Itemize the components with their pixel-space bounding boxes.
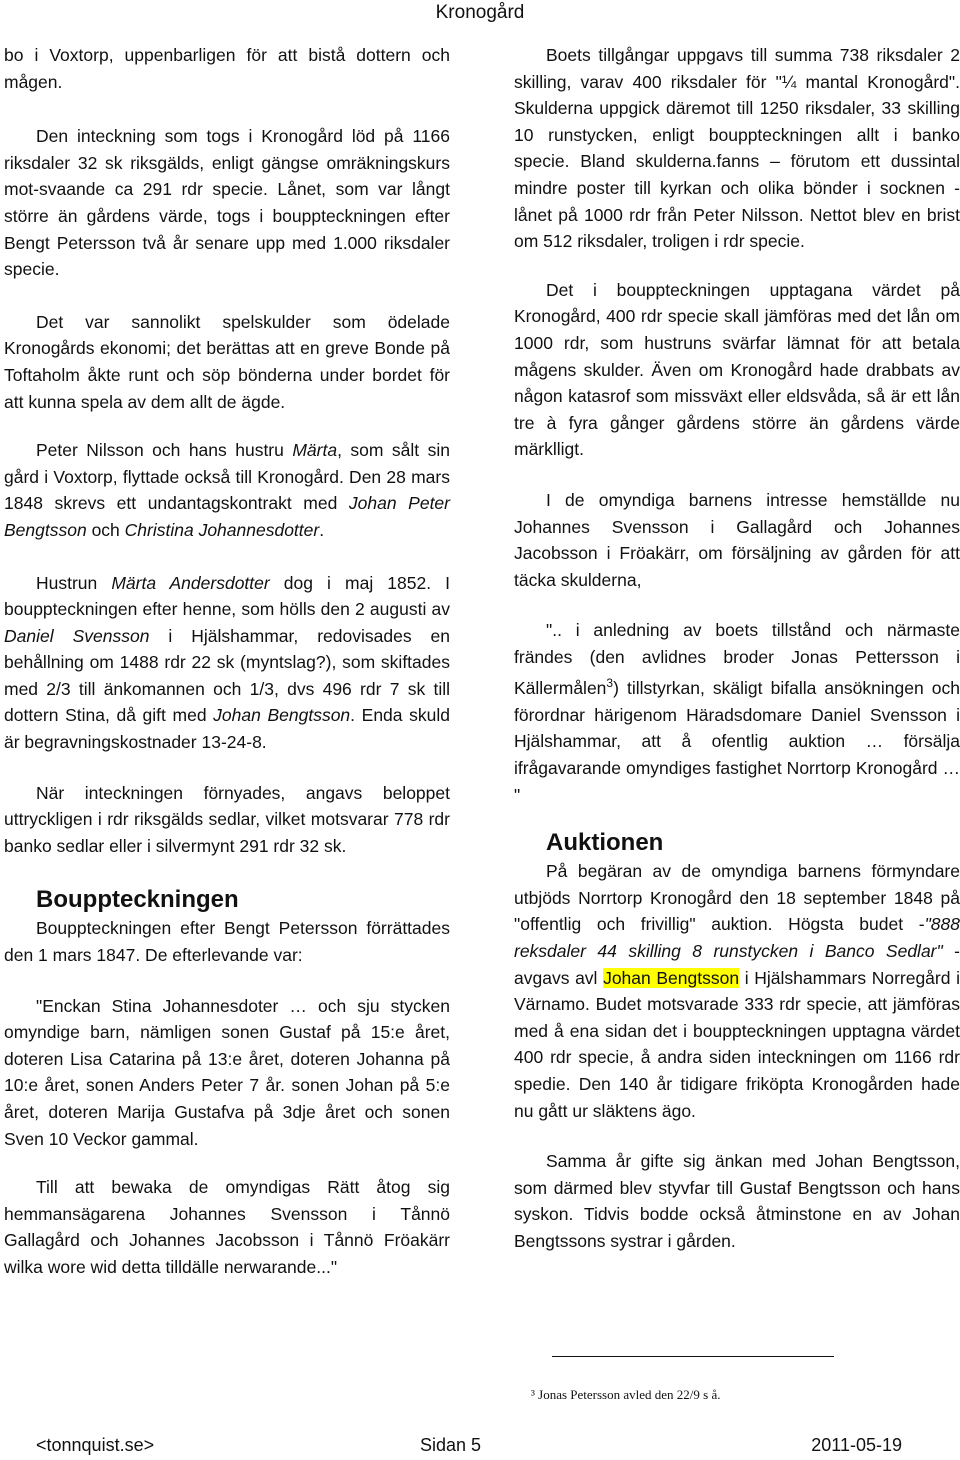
person-name: Daniel Svensson xyxy=(4,625,150,646)
footnote-marker: 3 xyxy=(606,676,614,691)
paragraph: Peter Nilsson och hans hustru Märta, som sålt sin gård i Voxtorp, flyttade också till Kronogård. Den 28 mars 1848 skrevs ett undantagskontrakt med Johan Peter Bengtsson och Christina Johannesdotter. xyxy=(4,440,450,540)
paragraph: ".. i anledning av boets tillstånd och närmaste frändes (den avlidnes broder Jonas Pettersson i Källermålen$^3$) tillstyrkan, skäligt bifalla ansökningen och förordnar härigenom Häradsdomare Daniel Svensson i Hjälshammar, att å ofentlig auktion … försälja ifrågavarande omyndiges fastighet Norrtorp Kronogård … " xyxy=(514,620,960,805)
paragraph: Hustrun Märta Andersdotter dog i maj 1852. I bouppteckningen efter henne, som hölls den 2 augusti av Daniel Svensson i Hjälshammar, redovisades en behållning om 1488 rdr 22 sk (myntslag?), som skiftades med 2/3 till änkomannen och 1/3, dvs 496 rdr 7 sk till dottern Stina, då gift med Johan Bengtsson. Enda skuld är begravningskostnader 13-24-8. xyxy=(4,572,451,753)
paragraph: Samma år gifte sig änkan med Johan Bengtsson, som därmed blev styvfar till Gustaf Bengtsson och hans syskon. Tidvis bodde också åtminstone en av Johan Bengtssons systrar i gården. xyxy=(514,1151,960,1251)
section-heading: Bouppteckningen xyxy=(36,886,239,914)
person-name: Johan Bengtsson xyxy=(213,705,351,726)
paragraph: Det i bouppteckningen upptagana värdet på Kronogård, 400 rdr specie skall jämföras med det lån om 1000 rdr, som hustruns svärfar lämnat för att betala mågens skulder. Även om Kronogård hade drabbats av någon katasrof som missväxt eller eldsvåda, så är ett lån tre à fyra gånger gårdens större än gårdens värde märklligt. xyxy=(514,279,960,460)
paragraph: På begäran av de omyndiga barnens förmyndare utbjöds Norrtorp Kronogård den 18 september 1848 på "offentlig och frivillig" auktion. Högsta budet -"888 reksdaler 44 skilling 8 runstycken i Banco Sedlar" - avgavs avl Johan Bengtsson i Hjälshammars Norregård i Värnamo. Budet motsvarade 333 rdr specie, att jämföras med å ena sidan det i bouppteckningen upptagna värdet 400 rdr specie, å andra siden inteckningen om 1166 rdr spedie. Den 140 år tidigare friköpta Kronogården hade nu gått ur släktens ägo. xyxy=(514,861,960,1121)
page-footer xyxy=(36,1432,902,1460)
page-header xyxy=(0,0,960,30)
person-name: Johan Peter Bengtsson xyxy=(4,493,450,540)
paragraph: Till att bewaka de omyndigas Rätt åtog sig hemmansägarena Johannes Svensson i Tånnö Gallagård och Johannes Jacobsson i Tånnö Fröakärr wilka wore wid detta tilldälle nerwarande..." xyxy=(4,1177,450,1277)
section-heading: Auktionen xyxy=(546,829,664,857)
highlighted-name: Johan Bengtsson xyxy=(603,967,740,988)
paragraph: Den inteckning som togs i Kronogård löd på 1166 riksdaler 32 sk riksgälds, enligt gängse omräkningskurs mot-svaande ca 291 rdr specie. Lånet, som var långt större än gårdens värde, togs i bouppteckningen efter Bengt Petersson två år senare upp med 1.000 riksdaler specie. xyxy=(4,126,450,280)
footnote: ³ Jonas Petersson avled den 22/9 s å. xyxy=(531,1387,721,1402)
footer-site-link[interactable]: <tonnquist.se> xyxy=(36,1435,155,1455)
paragraph: Boets tillgångar uppgavs till summa 738 riksdaler 2 skilling, varav 400 riksdaler för "¼ mantal Kronogård". Skulderna uppgick däremot till 1250 riksdaler, 33 skilling 10 runstycken, enligt bouppteckningen allt i banko specie. Bland skulderna.fanns – förutom ett dussintal mindre poster till kyrkan och olika bönder i socknen - lånet på 1000 rdr från Peter Nilsson. Nettot blev en brist om 512 riksdaler, troligen i rdr specie. xyxy=(514,45,960,252)
person-name: Märta Andersdotter xyxy=(111,572,270,593)
page-title: Kronogård xyxy=(435,2,525,23)
footer-date: 2011-05-19 xyxy=(811,1435,902,1455)
person-name: Christina Johannesdotter xyxy=(124,519,320,540)
paragraph: När inteckningen förnyades, angavs beloppet uttryckligen i rdr riksgälds sedlar, vilket motsvarar 778 rdr banko sedlar eller i silvermynt 291 rdr 32 sk. xyxy=(4,782,450,856)
footnote-separator xyxy=(552,1356,834,1357)
paragraph: bo i Voxtorp, uppenbarligen för att bistå dottern och mågen. xyxy=(4,45,450,92)
person-name: Märta xyxy=(292,440,338,461)
paragraph: Det var sannolikt spelskulder som ödelade Kronogårds ekonomi; det berättas att en greve Bonde på Toftaholm åkte runt och söp bönderna under bordet för att kunna spela av dem allt de ägde. xyxy=(4,311,450,412)
footer-page-number: Sidan 5 xyxy=(420,1435,482,1455)
right-column xyxy=(514,42,960,1281)
quoted-bid: "888 reksdaler 44 skilling 8 runstycken i Banco Sedlar" xyxy=(514,914,960,962)
paragraph: I de omyndiga barnens intresse hemställde nu Johannes Svensson i Gallagård och Johannes Jacobsson i Fröakärr, om försäljning av gården för att täcka skulderna, xyxy=(514,489,960,590)
paragraph: "Enckan Stina Johannesdoter … och sju stycken omyndige barn, nämligen sonen Gustaf på 15:e året, doteren Lisa Catarina på 13:e året, doteren Johanna på 10:e året, sonen Anders Peter 7 år. sonen Johan på 5:e året, doteren Marija Gustafva på 3dje året och sonen Sven 10 Veckor gammal. xyxy=(4,995,450,1149)
left-column xyxy=(4,42,450,1307)
paragraph: Bouppteckningen efter Bengt Petersson förrättades den 1 mars 1847. De efterlevande var: xyxy=(4,918,450,966)
